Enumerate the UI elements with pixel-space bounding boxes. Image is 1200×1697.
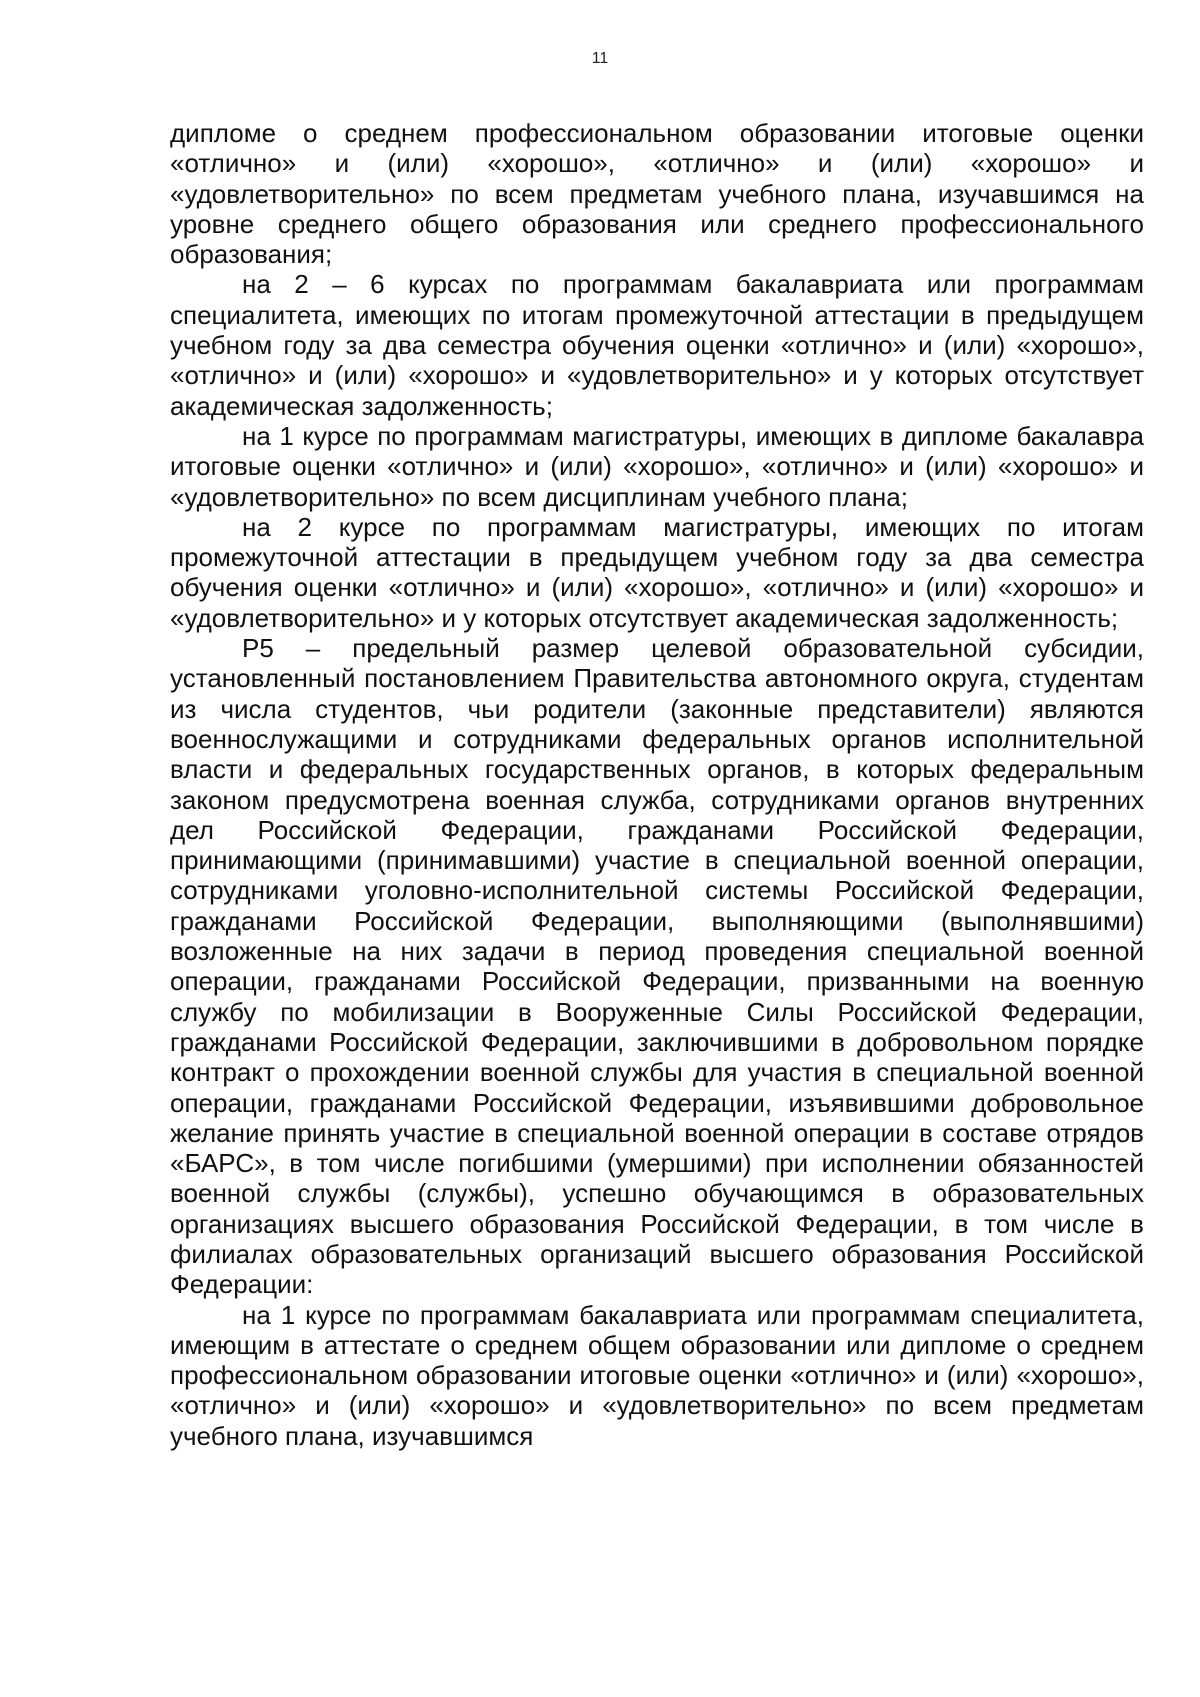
paragraph-4: на 2 курсе по программам магистратуры, имеющих по итогам промежуточной аттестации в предыдущем учебном году за два семестра обучения оценки «отлично» и (или) «хорошо», «отлично» и (или) «хорошо» и «удовлетворительно» и у которых отсутствует академическая задолженность; bbox=[170, 511, 1144, 633]
paragraph-5: P5 – предельный размер целевой образовательной субсидии, установленный постановлением Правительства автономного округа, студентам из числа студентов, чьи родители (законные представители) являются военнослужащими и сотрудниками федеральных органов исполнительной власти и федеральных государственных органов, в которых федеральным законом предусмотрена военная служба, сотрудниками органов внутренних дел Российской Федерации, гражданами Российской Федерации, принимающими (принимавшими) участие в специальной военной операции, сотрудниками уголовно-исполнительной системы Российской Федерации, гражданами Российской Федерации, выполняющими (выполнявшими) возложенные на них задачи в период проведения специальной военной операции, гражданами Российской Федерации, призванными на военную службу по мобилизации в Вооруженные Силы Российской Федерации, гражданами Российской Федерации, заключившими в добровольном порядке контракт о прохождении военной службы для участия в специальной военной операции, гражданами Российской Федерации, изъявившими добровольное желание принять участие в специальной военной операции в составе отрядов «БАРС», в том числе погибшими (умершими) при исполнении обязанностей военной службы (службы), успешно обучающимся в образовательных организациях высшего образования Российской Федерации, в том числе в филиалах образовательных организаций высшего образования Российской Федерации: bbox=[170, 633, 1144, 1300]
paragraph-1: дипломе о среднем профессиональном образовании итоговые оценки «отлично» и (или) «хорошо», «отлично» и (или) «хорошо» и «удовлетворительно» по всем предметам учебного плана, изучавшимся на уровне среднего общего образования или среднего профессионального образования; bbox=[170, 118, 1144, 270]
paragraph-2: на 2 – 6 курсах по программам бакалавриата или программам специалитета, имеющих по итогам промежуточной аттестации в предыдущем учебном году за два семестра обучения оценки «отлично» и (или) «хорошо», «отлично» и (или) «хорошо» и «удовлетворительно» и у которых отсутствует академическая задолженность; bbox=[170, 269, 1144, 421]
page-number: 11 bbox=[591, 50, 609, 67]
document-body bbox=[170, 118, 1144, 1451]
paragraph-3: на 1 курсе по программам магистратуры, имеющих в дипломе бакалавра итоговые оценки «отлично» и (или) «хорошо», «отлично» и (или) «хорошо» и «удовлетворительно» по всем дисциплинам учебного плана; bbox=[170, 420, 1144, 512]
paragraph-6: на 1 курсе по программам бакалавриата или программам специалитета, имеющим в аттестате о среднем общем образовании или дипломе о среднем профессиональном образовании итоговые оценки «отлично» и (или) «хорошо», «отлично» и (или) «хорошо» и «удовлетворительно» по всем предметам учебного плана, изучавшимся bbox=[170, 1299, 1144, 1451]
